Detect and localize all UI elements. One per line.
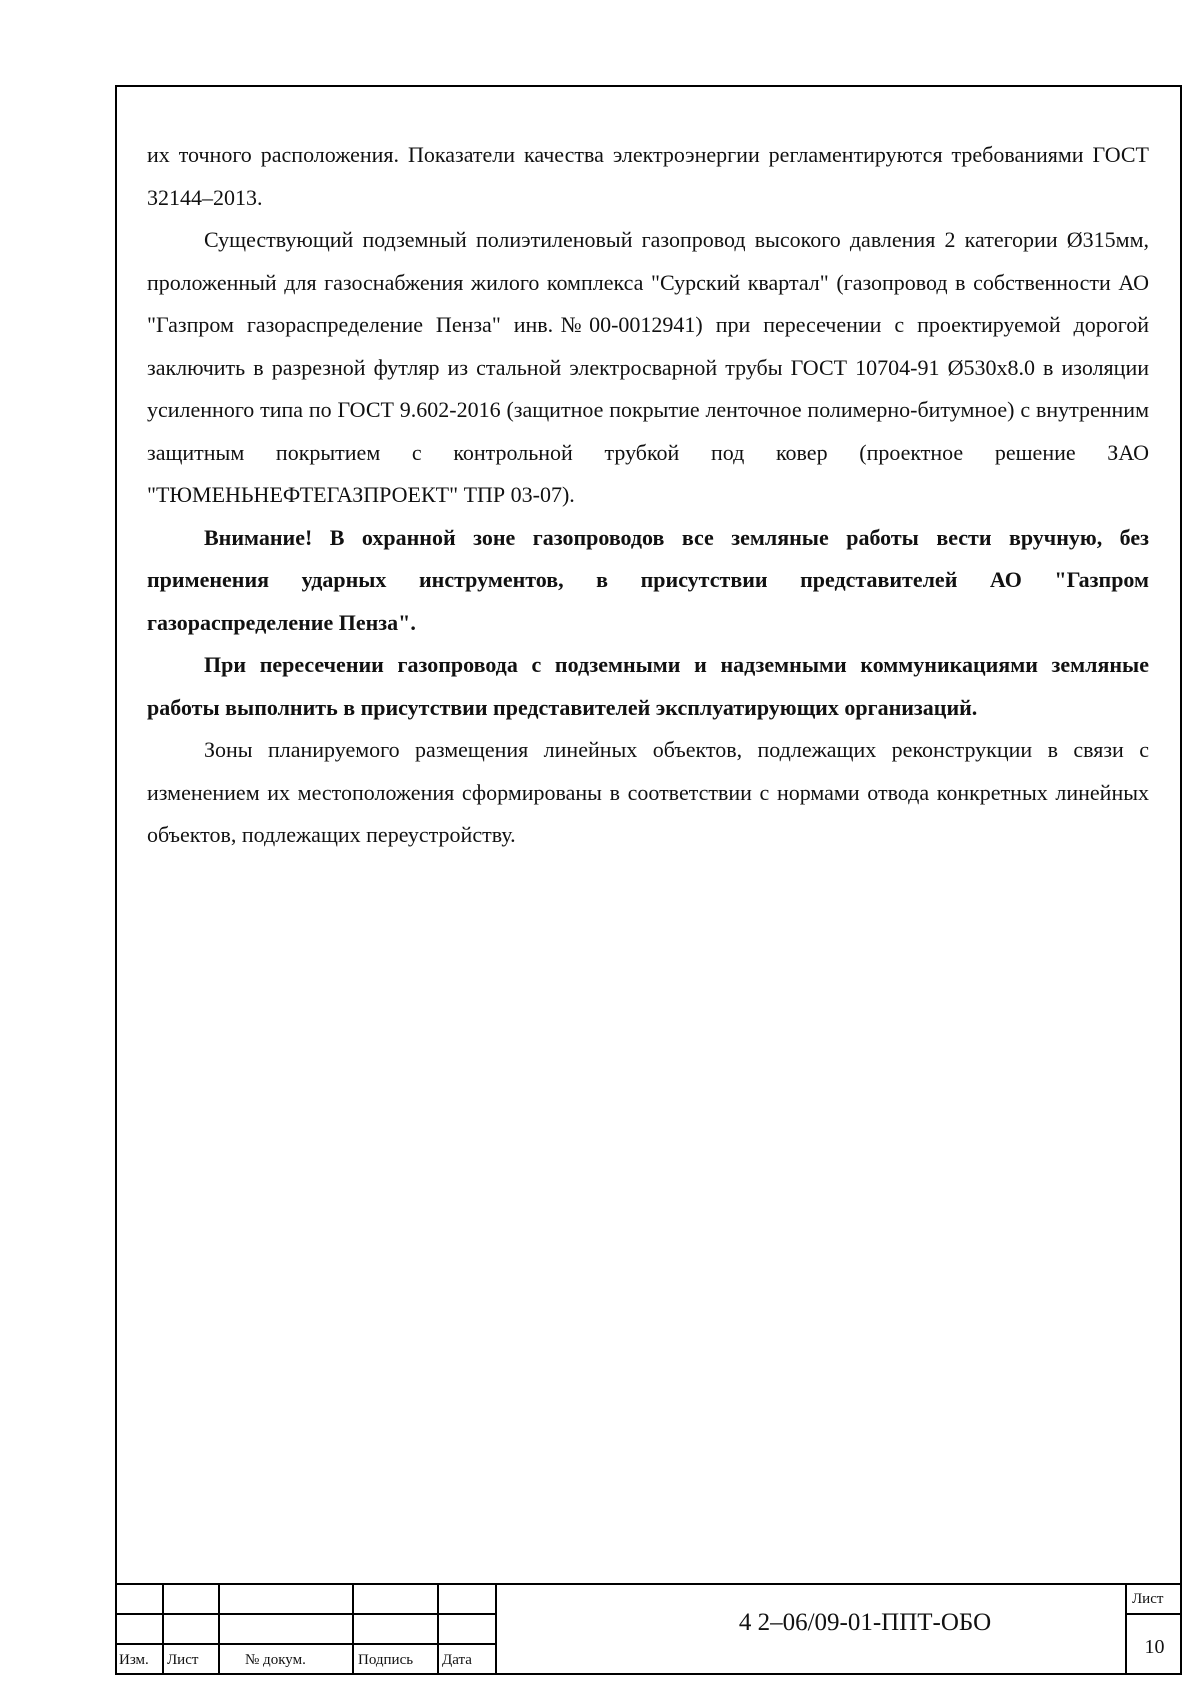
title-block bbox=[115, 1583, 1182, 1675]
paragraph-1: их точного расположения. Показатели качества электроэнергии регламентируются требованиями ГОСТ 32144–2013. bbox=[147, 142, 1149, 210]
paragraph-5: Зоны планируемого размещения линейных объектов, подлежащих реконструкции в связи с изменением их местоположения сформированы в соответствии с нормами отвода конкретных линейных объектов, подлежащих переустройству. bbox=[147, 737, 1149, 847]
col-date-label: Дата bbox=[442, 1652, 472, 1668]
col-doc-label: № докум. bbox=[245, 1652, 306, 1668]
sheet-label: Лист bbox=[1132, 1591, 1164, 1607]
paragraph-warning: Внимание! В охранной зоне газопроводов все земляные работы вести вручную, без применения ударных инструментов, в присутствии представителей АО "Газпром газораспределение Пенза". bbox=[147, 524, 1149, 635]
sheet-number: 10 bbox=[1144, 1636, 1165, 1658]
document-code: 4 2–06/09-01-ППТ-ОБО bbox=[738, 1609, 992, 1636]
document-body bbox=[147, 134, 1149, 857]
col-sign-label: Подпись bbox=[358, 1652, 414, 1668]
col-list-label: Лист bbox=[167, 1652, 199, 1668]
col-izm-label: Изм. bbox=[119, 1652, 149, 1668]
paragraph-2: Существующий подземный полиэтиленовый газопровод высокого давления 2 категории Ø315мм, проложенный для газоснабжения жилого комплекса "Сурский квартал" (газопровод в собственности АО "Газпром газораспределение Пенза" инв.№00-0012941) при пересечении с проектируемой дорогой заключить в разрезной футляр из стальной электросварной трубы ГОСТ 10704-91 Ø530х8.0 в изоляции усиленного типа по ГОСТ 9.602-2016 (защитное покрытие ленточное полимерно-битумное) с внутренним защитным покрытием с контрольной трубкой под ковер (проектное решение ЗАО "ТЮМЕНЬНЕФТЕГАЗПРОЕКТ" ТПР 03-07). bbox=[147, 227, 1149, 507]
paragraph-crossing-note: При пересечении газопровода с подземными и надземными коммуникациями земляные работы выполнить в присутствии представителей эксплуатирующих организаций. bbox=[147, 652, 1149, 720]
